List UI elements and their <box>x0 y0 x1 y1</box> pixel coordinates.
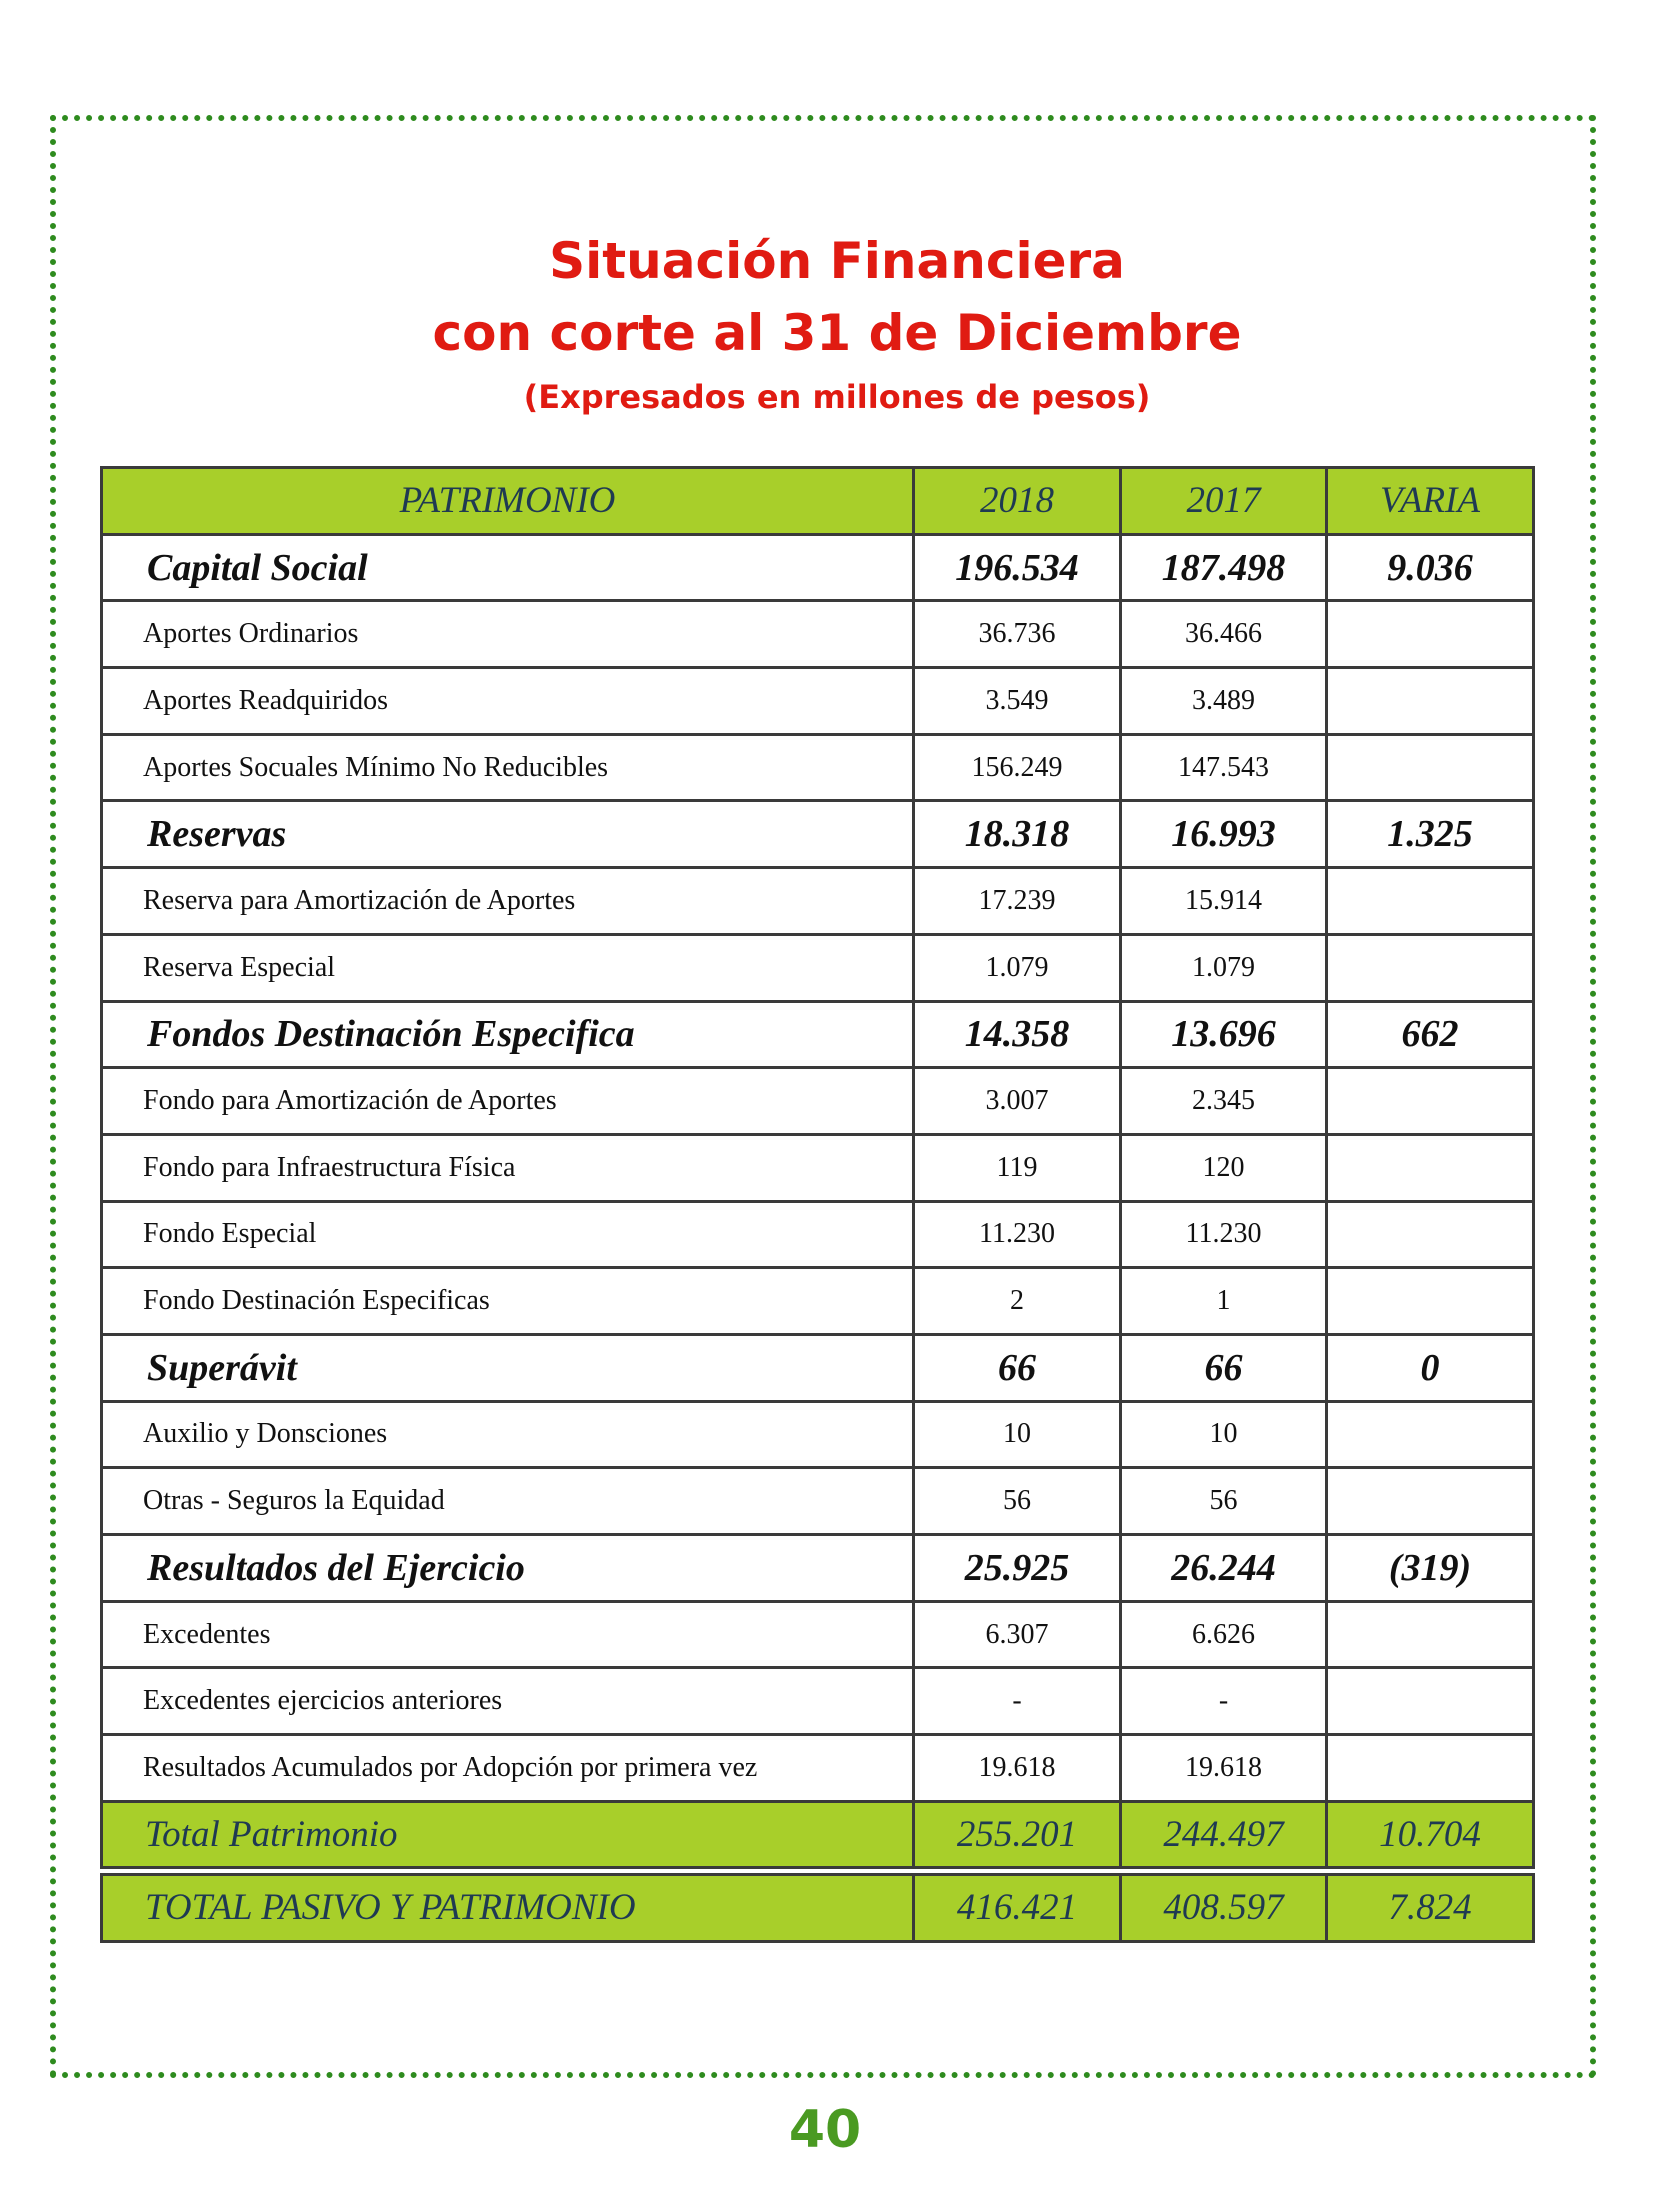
row-value-variation <box>1327 1401 1534 1468</box>
table-row <box>102 1268 1534 1335</box>
grand-total-label: TOTAL PASIVO Y PATRIMONIO <box>102 1875 914 1942</box>
row-value-variation: 0 <box>1327 1334 1534 1401</box>
table-row <box>102 868 1534 935</box>
row-label: Superávit <box>102 1334 914 1401</box>
table-row <box>102 1201 1534 1268</box>
table-row <box>102 1535 1534 1602</box>
grand-total-2017: 408.597 <box>1121 1875 1327 1942</box>
table-row <box>102 1134 1534 1201</box>
table-row <box>102 534 1534 601</box>
row-value-variation <box>1327 1201 1534 1268</box>
row-value-2018: - <box>914 1668 1121 1735</box>
row-label: Total Patrimonio <box>102 1801 914 1868</box>
row-label: Fondo Destinación Especificas <box>102 1268 914 1335</box>
row-value-variation <box>1327 1268 1534 1335</box>
row-value-2017: 187.498 <box>1121 534 1327 601</box>
row-value-2017: 13.696 <box>1121 1001 1327 1068</box>
table-row <box>102 1601 1534 1668</box>
row-value-2018: 156.249 <box>914 734 1121 801</box>
row-value-2018: 3.549 <box>914 668 1121 735</box>
row-value-variation: (319) <box>1327 1535 1534 1602</box>
row-value-2017: 16.993 <box>1121 801 1327 868</box>
table-row <box>102 668 1534 735</box>
row-value-variation <box>1327 1068 1534 1135</box>
row-label: Aportes Ordinarios <box>102 601 914 668</box>
row-value-2018: 18.318 <box>914 801 1121 868</box>
grand-total-2018: 416.421 <box>914 1875 1121 1942</box>
row-value-variation: 9.036 <box>1327 534 1534 601</box>
table-row <box>102 601 1534 668</box>
row-label: Capital Social <box>102 534 914 601</box>
table-row <box>102 1468 1534 1535</box>
table-row <box>102 1401 1534 1468</box>
title-line-1: Situación Financiera <box>549 232 1125 290</box>
row-value-2018: 2 <box>914 1268 1121 1335</box>
row-value-2017: 56 <box>1121 1468 1327 1535</box>
row-value-2018: 255.201 <box>914 1801 1121 1868</box>
row-value-variation <box>1327 868 1534 935</box>
row-value-2017: 120 <box>1121 1134 1327 1201</box>
row-value-2018: 25.925 <box>914 1535 1121 1602</box>
subtitle: (Expresados en millones de pesos) <box>523 378 1151 416</box>
row-value-2018: 14.358 <box>914 1001 1121 1068</box>
row-label: Excedentes ejercicios anteriores <box>102 1668 914 1735</box>
row-value-2017: 26.244 <box>1121 1535 1327 1602</box>
row-value-2018: 36.736 <box>914 601 1121 668</box>
table-body <box>102 534 1534 1868</box>
table-row <box>102 1668 1534 1735</box>
row-value-2017: 6.626 <box>1121 1601 1327 1668</box>
row-value-variation <box>1327 934 1534 1001</box>
header-2018: 2018 <box>914 468 1121 535</box>
table-row <box>102 1801 1534 1868</box>
row-label: Fondos Destinación Especifica <box>102 1001 914 1068</box>
row-value-variation <box>1327 734 1534 801</box>
row-value-2017: 1 <box>1121 1268 1327 1335</box>
row-label: Resultados Acumulados por Adopción por primera vez <box>102 1735 914 1802</box>
row-value-2018: 6.307 <box>914 1601 1121 1668</box>
row-value-2017: 1.079 <box>1121 934 1327 1001</box>
table-row <box>102 1001 1534 1068</box>
row-value-2017: 10 <box>1121 1401 1327 1468</box>
row-value-variation: 1.325 <box>1327 801 1534 868</box>
row-label: Reservas <box>102 801 914 868</box>
header-2017: 2017 <box>1121 468 1327 535</box>
row-value-variation <box>1327 1468 1534 1535</box>
row-value-2018: 19.618 <box>914 1735 1121 1802</box>
row-label: Reserva para Amortización de Aportes <box>102 868 914 935</box>
table-row <box>102 1735 1534 1802</box>
table-row <box>102 1334 1534 1401</box>
row-value-2017: - <box>1121 1668 1327 1735</box>
row-label: Fondo para Amortización de Aportes <box>102 1068 914 1135</box>
row-value-variation: 10.704 <box>1327 1801 1534 1868</box>
row-label: Aportes Readquiridos <box>102 668 914 735</box>
row-value-2017: 2.345 <box>1121 1068 1327 1135</box>
row-label: Auxilio y Donsciones <box>102 1401 914 1468</box>
row-value-2018: 119 <box>914 1134 1121 1201</box>
row-value-2017: 15.914 <box>1121 868 1327 935</box>
grand-total-variation: 7.824 <box>1327 1875 1534 1942</box>
row-label: Fondo para Infraestructura Física <box>102 1134 914 1201</box>
table-row <box>102 801 1534 868</box>
grand-total-table <box>100 1873 1535 1943</box>
row-value-2018: 56 <box>914 1468 1121 1535</box>
row-value-2018: 196.534 <box>914 534 1121 601</box>
row-value-variation <box>1327 1668 1534 1735</box>
row-value-2018: 66 <box>914 1334 1121 1401</box>
row-value-2018: 17.239 <box>914 868 1121 935</box>
page-number: 40 <box>788 2100 862 2160</box>
row-value-variation <box>1327 668 1534 735</box>
grand-total-row <box>102 1875 1534 1942</box>
row-value-2017: 11.230 <box>1121 1201 1327 1268</box>
row-value-2018: 1.079 <box>914 934 1121 1001</box>
row-label: Excedentes <box>102 1601 914 1668</box>
row-value-2017: 147.543 <box>1121 734 1327 801</box>
equity-table <box>100 466 1535 1869</box>
row-value-2018: 3.007 <box>914 1068 1121 1135</box>
row-value-2017: 19.618 <box>1121 1735 1327 1802</box>
row-value-2018: 11.230 <box>914 1201 1121 1268</box>
table-row <box>102 1068 1534 1135</box>
row-label: Resultados del Ejercicio <box>102 1535 914 1602</box>
row-value-variation <box>1327 601 1534 668</box>
row-value-variation <box>1327 1601 1534 1668</box>
row-value-2018: 10 <box>914 1401 1121 1468</box>
row-label: Reserva Especial <box>102 934 914 1001</box>
table-header-row <box>102 468 1534 535</box>
row-label: Otras - Seguros la Equidad <box>102 1468 914 1535</box>
row-value-variation <box>1327 1735 1534 1802</box>
row-value-2017: 3.489 <box>1121 668 1327 735</box>
row-label: Aportes Socuales Mínimo No Reducibles <box>102 734 914 801</box>
title-line-2: con corte al 31 de Diciembre <box>432 304 1242 362</box>
row-value-2017: 244.497 <box>1121 1801 1327 1868</box>
row-label: Fondo Especial <box>102 1201 914 1268</box>
row-value-variation: 662 <box>1327 1001 1534 1068</box>
table-row <box>102 734 1534 801</box>
row-value-variation <box>1327 1134 1534 1201</box>
row-value-2017: 66 <box>1121 1334 1327 1401</box>
header-variation: VARIA <box>1327 468 1534 535</box>
header-patrimonio: PATRIMONIO <box>102 468 914 535</box>
table-row <box>102 934 1534 1001</box>
row-value-2017: 36.466 <box>1121 601 1327 668</box>
